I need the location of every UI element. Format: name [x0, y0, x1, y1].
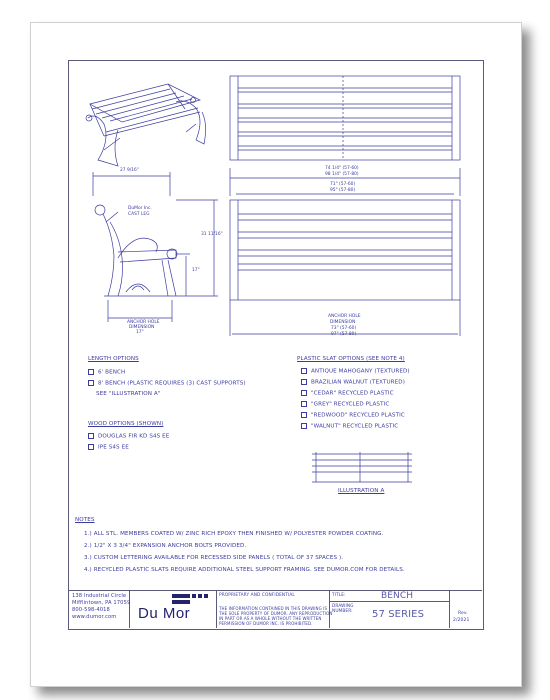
dumor-leg-label-2: CAST LEG — [128, 212, 150, 217]
rev-value: 2/2021 — [453, 618, 470, 623]
dumor-leg-label-1: DuMor Inc. — [128, 206, 152, 211]
address-line-1: 138 Industrial Circle — [72, 593, 127, 599]
anchor-left-label-2: DIMENSION — [129, 325, 155, 330]
dim-seat-height: 17" — [192, 268, 200, 273]
length-option-6ft: 6' BENCH — [88, 369, 125, 376]
website[interactable]: www.dumor.com — [72, 614, 117, 620]
anchor-right-label-2: DIMENSION — [330, 320, 356, 325]
proprietary-label: PROPRIETARY AND CONFIDENTIAL — [219, 593, 295, 598]
phone-number: 800-598-4018 — [72, 607, 110, 613]
plastic-option-2: BRAZILIAN WALNUT (TEXTURED) — [301, 379, 405, 386]
title-value: BENCH — [381, 591, 414, 601]
dim-side-width: 27 9/16" — [120, 168, 139, 173]
length-options-title: LENGTH OPTIONS — [88, 356, 139, 362]
length-option-note: SEE "ILLUSTRATION A" — [96, 391, 161, 397]
drawing-number-label-1: DRAWING — [332, 604, 354, 609]
dim-overall-80: 98 1/4" (57-80) — [325, 172, 359, 177]
note-2: 2.) 1/2" X 3 3/4" EXPANSION ANCHOR BOLTS PROVIDED. — [84, 543, 247, 549]
anchor-left-label-3: 17" — [136, 330, 144, 335]
disclaimer-line-2: THE SOLE PROPERTY OF DUMOR. ANY REPRODUCTION — [219, 611, 333, 616]
dumor-logo-text: Du Mor — [138, 605, 191, 622]
address-line-2: Mifflintown, PA 17059 — [72, 600, 131, 606]
dim-inner-80: 95" (57-80) — [330, 188, 356, 193]
wood-option-ipe: IPE S4S EE — [88, 444, 129, 451]
dim-overall-60: 74 1/4" (57-60) — [325, 166, 359, 171]
plastic-option-1: ANTIQUE MAHOGANY (TEXTURED) — [301, 368, 410, 375]
length-option-8ft: 8' BENCH (PLASTIC REQUIRES (3) CAST SUPPORTS) — [88, 380, 246, 387]
title-label: TITLE: — [332, 593, 346, 598]
note-4: 4.) RECYCLED PLASTIC SLATS REQUIRE ADDITIONAL STEEL SUPPORT FRAMING. SEE DUMOR.COM FOR DETAILS. — [84, 567, 405, 573]
anchor-right-label-4: 97" (57-80) — [331, 332, 357, 337]
rev-label: Rev. — [458, 611, 468, 616]
plastic-option-4: "GREY" RECYCLED PLASTIC — [301, 401, 389, 408]
disclaimer-line-1: THE INFORMATION CONTAINED IN THIS DRAWING IS — [219, 606, 328, 611]
anchor-right-label-3: 73" (57-60) — [331, 326, 357, 331]
plastic-option-6: "WALNUT" RECYCLED PLASTIC — [301, 423, 398, 430]
anchor-right-label-1: ANCHOR HOLE — [328, 314, 361, 319]
drawing-number-value: 57 SERIES — [372, 609, 425, 620]
disclaimer-line-4: PERMISSION OF DUMOR INC. IS PROHIBITED. — [219, 621, 313, 626]
dim-inner-60: 71" (57-60) — [330, 182, 356, 187]
illustration-a-label: ILLUSTRATION A — [338, 488, 385, 494]
notes-title: NOTES — [75, 517, 95, 523]
plastic-option-5: "REDWOOD" RECYCLED PLASTIC — [301, 412, 405, 419]
drawing-number-label-2: NUMBER: — [332, 609, 353, 614]
anchor-left-label-1: ANCHOR HOLE — [127, 320, 160, 325]
note-1: 1.) ALL STL. MEMBERS COATED W/ ZINC RICH EPOXY THEN FINISHED W/ POLYESTER POWDER COATING. — [84, 531, 384, 537]
note-3: 3.) CUSTOM LETTERING AVAILABLE FOR RECESSED SIDE PANELS ( TOTAL OF 37 SPACES ). — [84, 555, 344, 561]
dim-side-height: 31 11/16" — [201, 232, 223, 237]
wood-options-title: WOOD OPTIONS (SHOWN) — [88, 421, 164, 427]
plastic-options-title: PLASTIC SLAT OPTIONS (SEE NOTE 4) — [297, 356, 405, 362]
plastic-option-3: "CEDAR" RECYCLED PLASTIC — [301, 390, 394, 397]
disclaimer-line-3: IN PART OR AS A WHOLE WITHOUT THE WRITTEN — [219, 616, 322, 621]
wood-option-fir: DOUGLAS FIR KD S4S EE — [88, 433, 169, 440]
